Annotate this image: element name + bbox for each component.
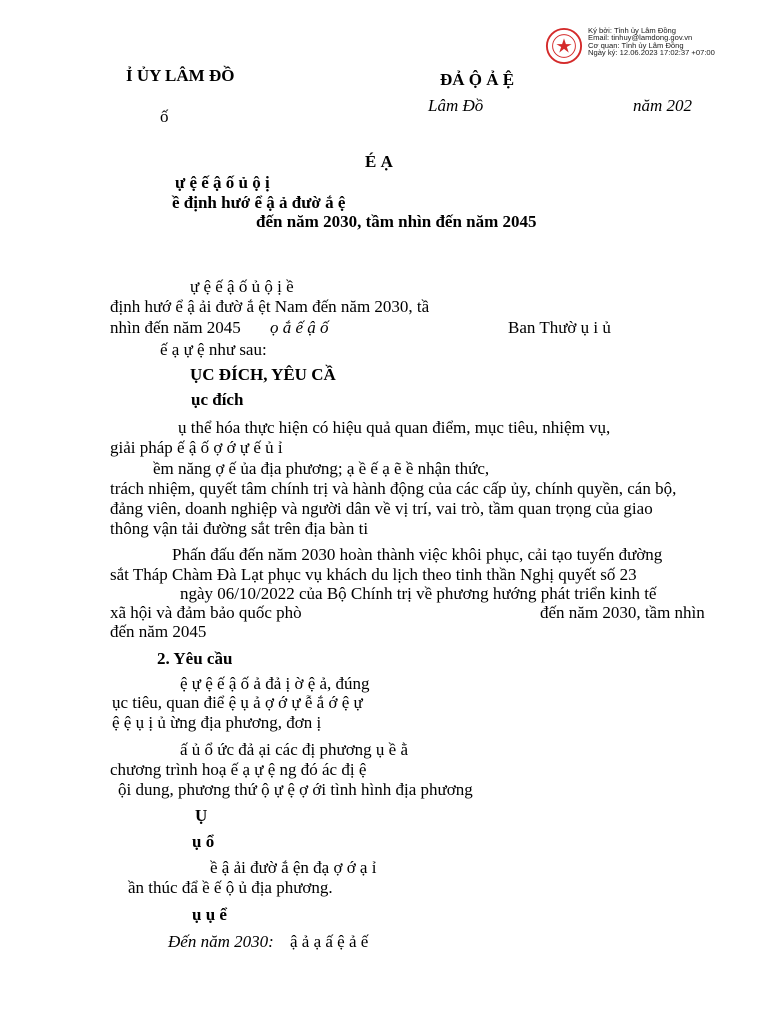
section-2-heading: 2. Yêu cầu: [157, 649, 233, 668]
s3-p1-line: ề ậ ải đườ ắ ện đạ ợ ớ ạ ỉ: [210, 858, 377, 877]
s1-p2-line: Phấn đấu đến năm 2030 hoàn thành việc khôi phục, cải tạo tuyến đường: [172, 545, 663, 564]
s3-p2-label: Đến năm 2030:: [168, 932, 274, 951]
s2-p2-line: chương trình hoạ ế ạ ự ệ ng đó ác đị ệ: [110, 760, 367, 779]
s1-p1-line: thông vận tải đường sắt trên địa bàn ti: [110, 519, 369, 538]
section-3-sub-2: ụ ụ ể: [192, 905, 227, 924]
s1-p1-line: trách nhiệm, quyết tâm chính trị và hành động của các cấp ủy, chính quyền, cán bộ,: [110, 479, 677, 498]
signature-signer: Ký bởi: Tỉnh ủy Lâm Đồng: [588, 26, 676, 35]
s2-p1-line: ệ ự ệ ế ậ ố ả đả ị ờ ệ ả, đúng: [180, 674, 370, 693]
signature-email[interactable]: Email: tinhuy@lamdong.gov.vn: [588, 33, 693, 43]
intro-line-3c: Ban Thườ ụ i ủ: [508, 318, 611, 337]
doc-type-title: É Ạ: [365, 152, 393, 171]
document-number: ố: [160, 107, 169, 126]
s1-p2-line: sắt Tháp Chàm Đà Lạt phục vụ khách du lịch theo tinh thần Nghị quyết số 23: [110, 565, 637, 584]
intro-line-3b: ọ ắ ế ậ ố: [270, 318, 329, 337]
title-line-2: ự ệ ế ậ ố ủ ộ ị: [175, 173, 270, 192]
intro-line-3a: nhìn đến năm 2045: [110, 318, 241, 337]
s1-p1-line: giải pháp ế ậ ố ợ ớ ự ế ủ ỉ: [110, 438, 283, 457]
s1-p1-line: ềm năng ợ ế ủa địa phương; ạ ề ế ạ ẽ ề nhận thức,: [153, 459, 490, 478]
section-1-heading: ỤC ĐÍCH, YÊU CẦ: [190, 365, 336, 384]
section-3-sub: ụ ổ: [192, 832, 215, 851]
section-3-heading: Ụ: [195, 806, 208, 825]
s1-p1-line: ụ thể hóa thực hiện có hiệu quả quan điểm, mục tiêu, nhiệm vụ,: [178, 418, 611, 437]
intro-line-4: ế ạ ự ệ như sau:: [160, 340, 267, 359]
intro-line-1: ự ệ ế ậ ố ủ ộ ị ề: [190, 277, 294, 296]
s1-p2-line: đến năm 2045: [110, 622, 207, 641]
s2-p2-line: ấ ủ ổ ức đả ại các đị phương ụ ề ằ: [180, 740, 409, 759]
s1-p2-line: xã hội và đảm bảo quốc phò: [110, 603, 302, 622]
title-line-3: ề định hướ ể ậ ả đườ ắ ệ: [172, 193, 346, 212]
signature-date: Ngày ký: 12.06.2023 17:02:37 +07:00: [588, 48, 715, 58]
s2-p1-line: ục tiêu, quan điể ệ ụ ả ợ ớ ự ễ ắ ớ ệ ự: [112, 693, 363, 712]
intro-line-2: định hướ ể ậ ải đườ ắ ệt Nam đến năm 2030, tầ: [110, 297, 430, 316]
red-stamp-icon: [545, 27, 583, 65]
section-1-sub: ục đích: [191, 390, 244, 409]
s2-p1-line: ệ ệ ụ ị ủ ừng địa phương, đơn ị: [112, 713, 322, 732]
place-label: Lâm Đồ: [428, 96, 484, 115]
s3-p1-line: ần thúc đẩ ề ế ộ ủ địa phương.: [128, 878, 333, 897]
s1-p2-line: đến năm 2030, tầm nhìn: [540, 603, 705, 622]
date-year: năm 202: [633, 96, 693, 115]
s1-p1-line: đảng viên, doanh nghiệp và người dân về vị trí, vai trò, tầm quan trọng của giao: [110, 499, 653, 518]
s1-p2-line: ngày 06/10/2022 của Bộ Chính trị về phương hướng phát triển kinh tế: [180, 584, 657, 603]
title-line-4: đến năm 2030, tầm nhìn đến năm 2045: [256, 212, 537, 231]
digital-signature: [588, 27, 715, 57]
s3-p2-line: ậ ả ạ ấ ệ ả ế: [290, 932, 369, 951]
signature-org: Cơ quan: Tỉnh ủy Lâm Đồng: [588, 40, 684, 50]
party-committee-title: Ỉ ỦY LÂM ĐỒ: [126, 66, 235, 85]
s2-p2-line: ội dung, phương thứ ộ ự ệ ợ ới tình hình địa phương: [118, 780, 473, 799]
party-motto: ĐẢ Ộ Ả Ệ: [440, 70, 515, 89]
